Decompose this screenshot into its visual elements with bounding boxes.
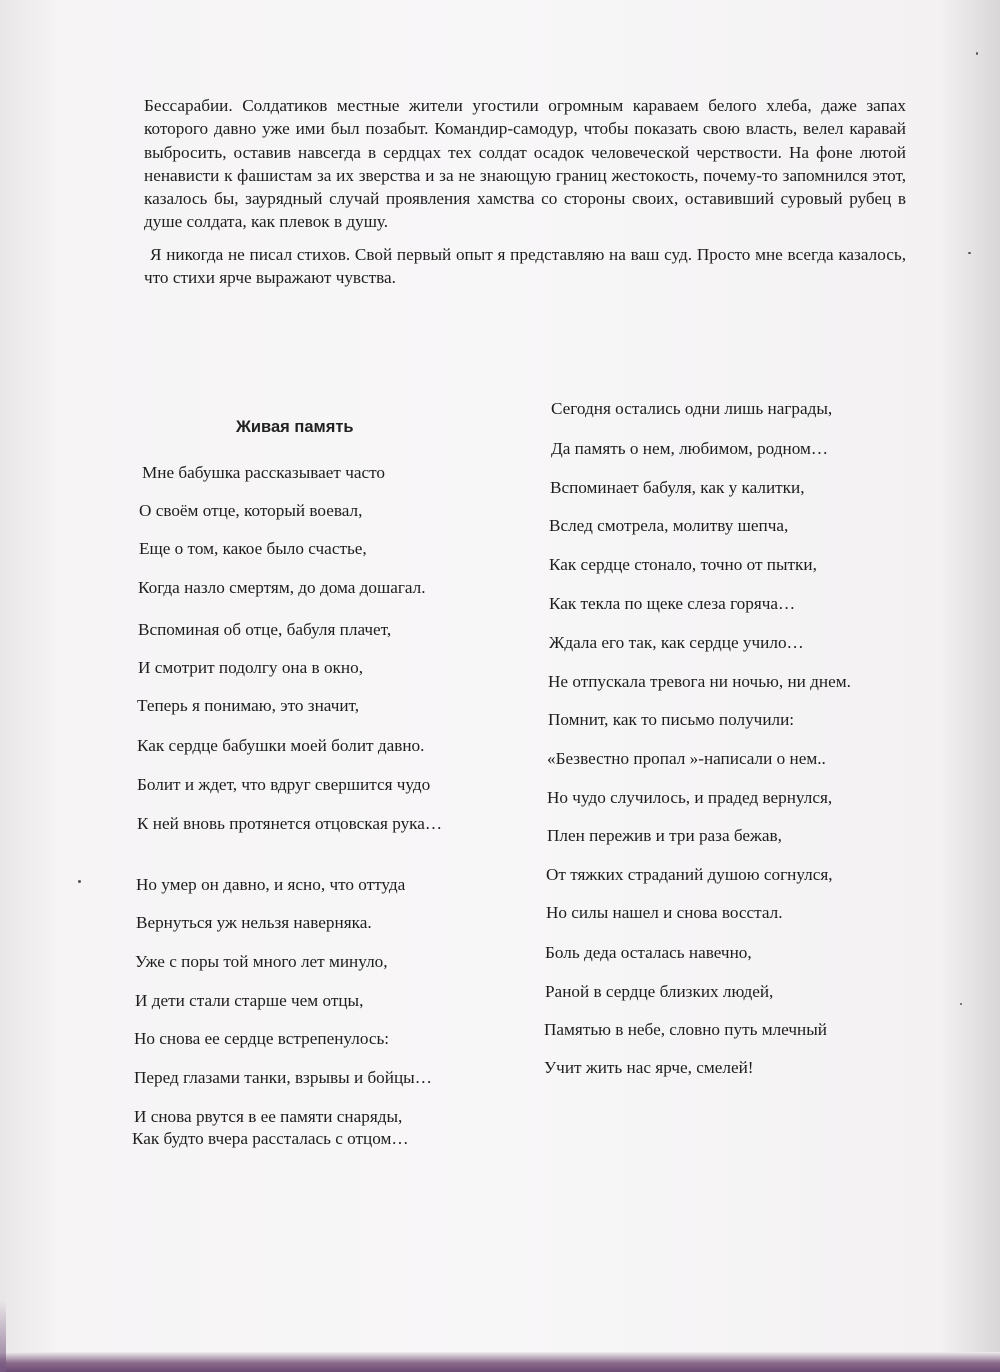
poem-line: Но чудо случилось, и прадед вернулся, bbox=[547, 788, 833, 807]
scan-speck bbox=[78, 880, 81, 883]
poem-line: Перед глазами танки, взрывы и бойцы… bbox=[134, 1068, 432, 1087]
scan-border-left bbox=[0, 1300, 6, 1372]
poem-line: Учит жить нас ярче, смелей! bbox=[544, 1058, 754, 1077]
poem-line: Памятью в небе, словно путь млечный bbox=[544, 1020, 827, 1039]
poem-line: Но умер он давно, и ясно, что оттуда bbox=[136, 875, 406, 894]
poem-line: Вслед смотрела, молитву шепча, bbox=[549, 516, 789, 535]
poem-title: Живая память bbox=[236, 418, 354, 436]
scan-speck bbox=[968, 252, 971, 254]
scan-speck bbox=[976, 52, 978, 55]
poem-line: Мне бабушка рассказывает часто bbox=[142, 463, 385, 482]
poem-line: Еще о том, какое было счастье, bbox=[139, 539, 367, 558]
poem-line: И смотрит подолгу она в окно, bbox=[138, 658, 363, 677]
poem-line: Не отпускала тревога ни ночью, ни днем. bbox=[548, 672, 851, 691]
poem-line: Как будто вчера рассталась с отцом… bbox=[132, 1129, 409, 1148]
poem-line: Уже с поры той много лет минуло, bbox=[135, 952, 388, 971]
poem-line: «Безвестно пропал »-написали о нем.. bbox=[547, 749, 826, 768]
poem-line: К ней вновь протянется отцовская рука… bbox=[137, 814, 443, 833]
poem-line: Ждала его так, как сердце учило… bbox=[549, 633, 804, 652]
poem-line: Вспоминая об отце, бабуля плачет, bbox=[138, 620, 392, 639]
poem-line: Да память о нем, любимом, родном… bbox=[551, 439, 829, 458]
poem-line: Раной в сердце близких людей, bbox=[545, 982, 774, 1001]
poem-line: Вспоминает бабуля, как у калитки, bbox=[550, 478, 805, 497]
poem-line: Когда назло смертям, до дома дошагал. bbox=[138, 578, 426, 597]
scan-speck bbox=[960, 1003, 962, 1005]
intro-paragraph-2: Я никогда не писал стихов. Свой первый опыт я представляю на ваш суд. Просто мне всегда казалось, что стихи ярче выражают чувства. bbox=[144, 244, 906, 288]
poem-line: И дети стали старше чем отцы, bbox=[135, 991, 364, 1010]
poem-line: Но силы нашел и снова восстал. bbox=[546, 903, 783, 922]
poem-line: Боль деда осталась навечно, bbox=[545, 943, 752, 962]
poem-line: Как текла по щеке слеза горяча… bbox=[549, 594, 796, 613]
poem-line: О своём отце, который воевал, bbox=[139, 501, 363, 520]
poem-line: Помнит, как то письмо получили: bbox=[548, 710, 795, 729]
poem-line: Теперь я понимаю, это значит, bbox=[137, 696, 360, 715]
poem-line: Как сердце бабушки моей болит давно. bbox=[137, 736, 425, 755]
poem-line: Но снова ее сердце встрепенулось: bbox=[134, 1029, 390, 1048]
poem-line: И снова рвутся в ее памяти снаряды, bbox=[134, 1107, 403, 1126]
poem-line: Сегодня остались одни лишь награды, bbox=[551, 399, 833, 418]
poem-line: Болит и ждет, что вдруг свершится чудо bbox=[137, 775, 431, 794]
intro-text bbox=[144, 94, 906, 289]
poem-line: Как сердце стонало, точно от пытки, bbox=[549, 555, 817, 574]
poem-line: Плен пережив и три раза бежав, bbox=[547, 826, 782, 845]
poem-line: Вернуться уж нельзя наверняка. bbox=[136, 913, 372, 932]
scan-border-bottom bbox=[0, 1352, 1000, 1372]
poem-line: От тяжких страданий душою согнулся, bbox=[546, 865, 833, 884]
intro-paragraph-1: Бессарабии. Солдатиков местные жители угостили огромным караваем белого хлеба, даже запах которого давно уже ими был позабыт. Командир-самодур, чтобы показать свою власть, велел каравай выбросить, оставив навсегда в сердцах тех солдат осадок человеческой черствости. На фоне лютой ненависти к фашистам за их зверства и за не знающую границ жестокость, почему-то запомнился этот, казалось бы, заурядный случай проявления хамства со стороны своих, оставивший суровый рубец в душе солдата, как плевок в душу. bbox=[144, 96, 906, 232]
